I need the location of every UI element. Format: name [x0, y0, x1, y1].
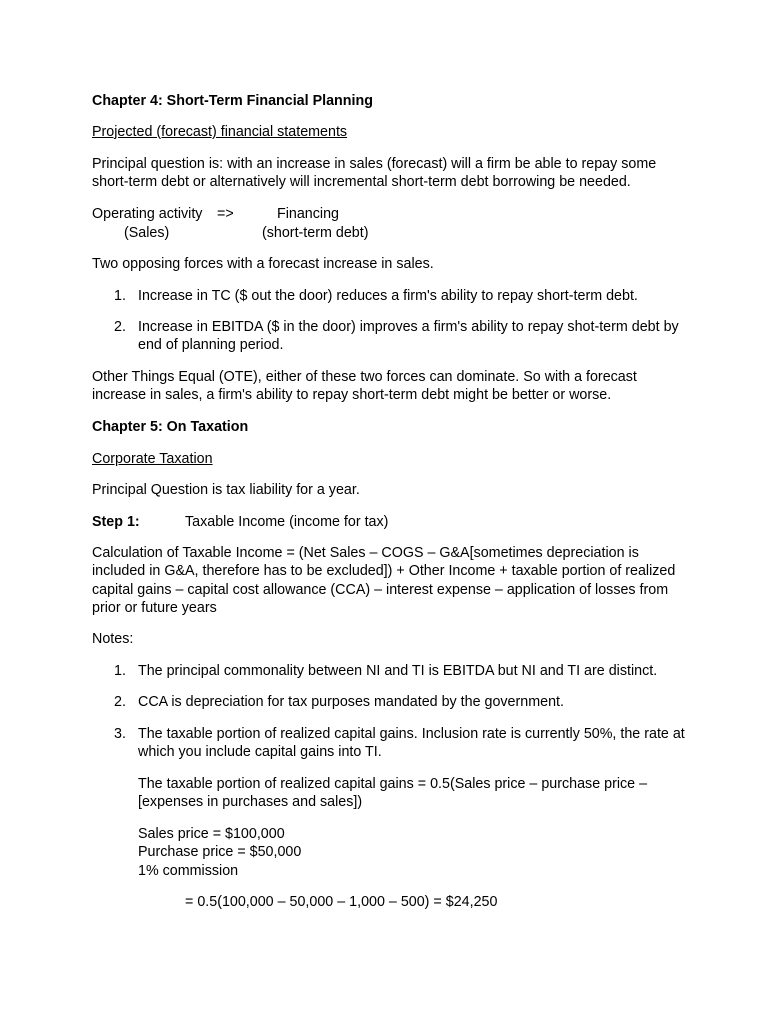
list-item-number: 2. [114, 694, 126, 710]
chapter-4-heading: Chapter 4: Short-Term Financial Planning [92, 93, 373, 109]
capital-gains-formula: The taxable portion of realized capital gains = 0.5(Sales price – purchase price – [expenses in purchases and sales]) [138, 776, 648, 811]
forces-intro: Two opposing forces with a forecast increase in sales. [92, 256, 434, 272]
calculation-result: = 0.5(100,000 – 50,000 – 1,000 – 500) = $24,250 [185, 894, 498, 910]
flow-operating-activity: Operating activity [92, 206, 203, 222]
list-item-text: CCA is depreciation for tax purposes mandated by the government. [138, 694, 564, 710]
chapter-4-principal-question: Principal question is: with an increase in sales (forecast) will a firm be able to repay some short-term debt or alternatively will incremental short-term debt borrowing be needed. [92, 156, 657, 191]
list-item-number: 2. [114, 319, 126, 335]
list-item-text: The principal commonality between NI and TI is EBITDA but NI and TI are distinct. [138, 663, 658, 679]
example-purchase-price: Purchase price = $50,000 [138, 844, 302, 860]
notes-label: Notes: [92, 631, 134, 647]
list-item-text: Increase in EBITDA ($ in the door) improves a firm's ability to repay shot-term debt by end of planning period. [138, 319, 679, 354]
step-1-label: Step 1: [92, 514, 140, 530]
flow-sales: (Sales) [124, 225, 170, 241]
list-item-number: 1. [114, 663, 126, 679]
list-item-number: 1. [114, 288, 126, 304]
list-item-text: Increase in TC ($ out the door) reduces a firm's ability to repay short-term debt. [138, 288, 638, 304]
flow-financing: Financing [277, 206, 339, 222]
chapter-4-subheading: Projected (forecast) financial statements [92, 124, 348, 140]
flow-arrow: => [217, 206, 234, 222]
ote-paragraph: Other Things Equal (OTE), either of these two forces can dominate. So with a forecast increase in sales, a firm's ability to repay short-term debt might be better or worse. [92, 369, 637, 404]
chapter-5-principal-question: Principal Question is tax liability for a year. [92, 482, 360, 498]
flow-short-term-debt: (short-term debt) [262, 225, 369, 241]
example-sales-price: Sales price = $100,000 [138, 826, 285, 842]
list-item-number: 3. [114, 726, 126, 742]
chapter-5-subheading: Corporate Taxation [92, 451, 213, 467]
list-item-text: The taxable portion of realized capital gains. Inclusion rate is currently 50%, the rate at which you include capital gains into TI. [138, 726, 685, 761]
example-commission: 1% commission [138, 863, 239, 879]
chapter-5-heading: Chapter 5: On Taxation [92, 419, 249, 435]
taxable-income-calculation: Calculation of Taxable Income = (Net Sales – COGS – G&A[sometimes depreciation is included in G&A, therefore has to be excluded]) + Other Income + taxable portion of realized capital gains – capital cost allowance (CCA) – interest expense – application of losses from prior or future years [92, 545, 676, 617]
step-1-text: Taxable Income (income for tax) [185, 514, 389, 530]
